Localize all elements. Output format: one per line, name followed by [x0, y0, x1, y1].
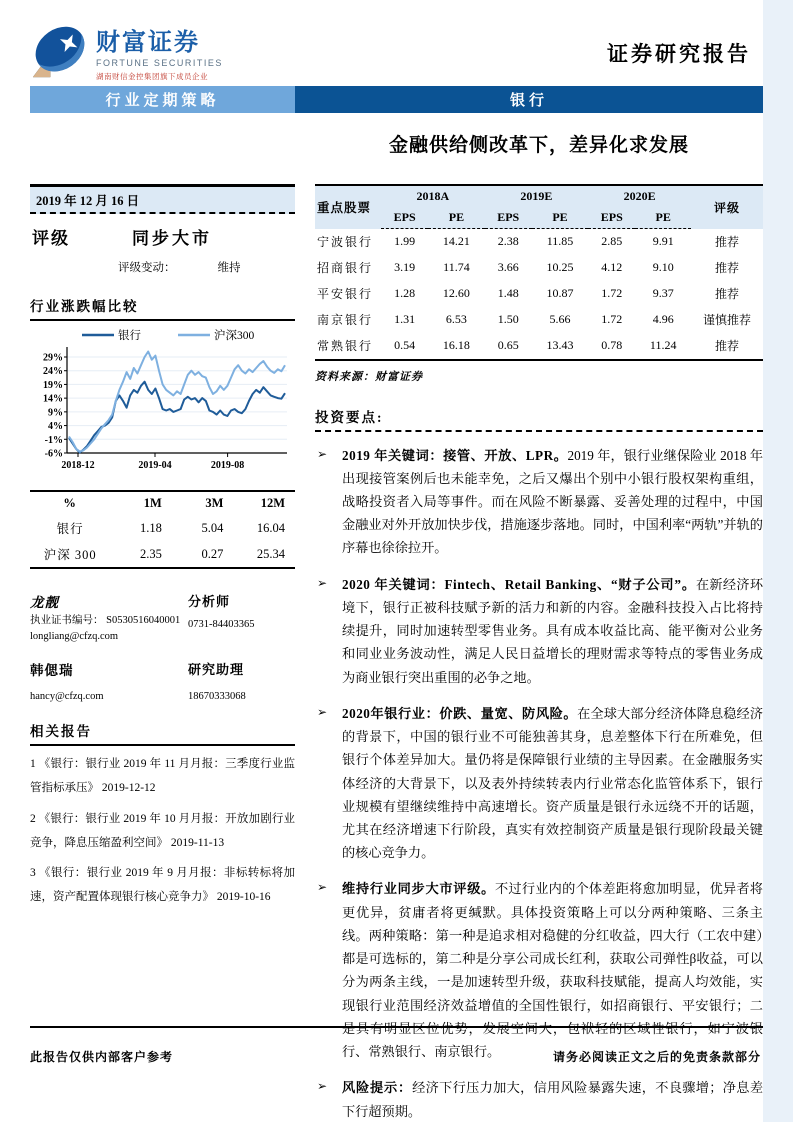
stock-value: 9.91 — [652, 234, 674, 249]
highlight-bullet — [315, 702, 763, 865]
series-line-沪深300 — [69, 352, 285, 452]
footer-divider — [30, 1026, 763, 1028]
bullet-lead: 维持行业同步大市评级。 — [342, 881, 496, 897]
stock-value: 13.43 — [532, 333, 588, 360]
bullet-arrow-icon: ➢ — [317, 575, 328, 590]
pe-sub-header: PE — [428, 207, 484, 229]
bullet-lead: 2020年银行业：价跌、量宽、防风险。 — [342, 705, 578, 721]
assistant-email: hancy@cfzq.com — [30, 690, 104, 702]
stocks-rating-header: 评级 — [713, 200, 740, 215]
assistant-name: 韩偲瑞 — [30, 662, 74, 678]
report-date: 2019 年 12 月 16 日 — [30, 184, 295, 214]
related-reports-list — [30, 752, 295, 909]
bullet-body: 在新经济环境下，银行正被科技赋予新的活力和新的内容。金融科技投入占比将持续提升，同时加速转型零售业务。具有成本收益比高、能平衡对公业务和同业业务波动性，满足人民日益增长的理财需求等特点的零售业务成为商业银行突出重围的必争之地。 — [342, 576, 764, 685]
assistant-role: 研究助理 — [188, 661, 245, 677]
related-report-item: 3 《银行：银行业 2019 年 9 月月报：非标转标将加速，资产配置体现银行核心竞争力》 2019-10-16 — [30, 866, 295, 903]
stock-name: 常熟银行 — [315, 333, 381, 360]
perf-cell: 沪深 300 — [43, 548, 97, 562]
stock-row — [315, 255, 763, 281]
stock-value: 1.72 — [601, 286, 623, 300]
key-stocks-table-body — [315, 229, 763, 360]
highlights-list — [315, 444, 763, 1122]
highlight-bullet — [315, 444, 763, 560]
stock-value: 9.37 — [652, 286, 674, 300]
stock-value: 1.48 — [497, 286, 519, 300]
related-reports-title: 相关报告 — [30, 720, 295, 746]
bullet-arrow-icon: ➢ — [317, 880, 328, 895]
stock-row — [315, 281, 763, 307]
analyst-phone: 0731-84403365 — [188, 619, 255, 630]
y-tick-label: 4% — [48, 421, 63, 433]
brand-name-cn: 财富证券 — [96, 29, 200, 56]
chart-section-title: 行业涨跌幅比较 — [30, 295, 295, 321]
analyst-email: longliang@cfzq.com — [30, 630, 119, 642]
footer-disclaimer-right: 请务必阅读正文之后的免责条款部分 — [552, 1050, 761, 1064]
banner-report-category: 行业定期策略 — [30, 86, 295, 113]
brand-logo — [30, 22, 223, 82]
stock-value: 0.54 — [381, 333, 428, 360]
stock-value: 2.85 — [601, 234, 623, 249]
stock-value: 1.99 — [394, 234, 416, 249]
highlight-bullet — [315, 877, 763, 1063]
perf-cell: 2.35 — [139, 546, 162, 561]
stock-value: 5.66 — [549, 312, 571, 326]
stock-name: 南京银行 — [317, 313, 374, 327]
perf-cell: 16.04 — [256, 520, 285, 535]
rating-value: 同步大市 — [132, 229, 212, 248]
stock-rating: 推荐 — [714, 235, 739, 249]
rating-change-value: 维持 — [217, 262, 241, 274]
brand-name-en: FORTUNE SECURITIES — [96, 58, 223, 68]
analyst-role: 分析师 — [188, 594, 231, 609]
rating-label: 评级 — [32, 229, 70, 248]
stock-value: 4.96 — [652, 312, 674, 326]
rating-change-row — [30, 251, 295, 275]
bullet-body: 不过行业内的个体差距将愈加明显，优异者将更优异，贫庸者将更缄默。具体投资策略上可以分两种策略、三条主线。两种策略：第一种是追求相对稳健的分红收益，四大行（工农中建）都是可选标的，第二种是分享公司成长红利，获取公司弹性β收益，可以分为两条主线，一是加速转型升级，获取科技赋能，提高人均效能，实现银行业范围经济效益增值的全国性银行，如招商银行、平安银行；二是具有明显区位优势，发展空间大，包袱轻的区域性银行，如宁波银行、常熟银行、南京银行。 — [342, 881, 763, 1060]
stock-value: 11.24 — [635, 333, 691, 360]
analysts-block — [30, 583, 295, 704]
banner-industry: 银行 — [295, 86, 763, 113]
stocks-corner-header: 重点股票 — [317, 201, 372, 216]
perf-cell: 5.04 — [201, 520, 224, 535]
stock-value: 4.12 — [601, 260, 623, 274]
eps-sub-header: EPS — [485, 207, 532, 229]
performance-table-header — [30, 491, 295, 515]
bullet-arrow-icon: ➢ — [317, 446, 328, 461]
bullet-lead: 2019 年关键词：接管、开放、LPR。 — [342, 447, 568, 463]
pe-sub-header: PE — [635, 207, 691, 229]
stock-value: 14.21 — [442, 234, 470, 249]
assistant-phone: 18670333068 — [188, 690, 246, 702]
bullet-body: 2019 年，银行业继保险业 2018 年出现接管案例后也未能幸免，之后又爆出个别中小银行股权架构重组，战略投资者入局等事件。而在风险不断暴露、妥善处理的过程中，中国金融业对外开放加快步伐，措施逐步落地。同时，中国利率“两轨”并轨的序幕也徐徐拉开。 — [342, 447, 764, 556]
stock-value: 3.66 — [497, 260, 519, 274]
stock-value: 1.72 — [601, 312, 623, 326]
bullet-lead: 2020 年关键词：Fintech、Retail Banking、“财子公司”。 — [342, 576, 696, 592]
left-sidebar — [30, 184, 295, 909]
stock-value: 3.19 — [394, 260, 416, 274]
y-tick-label: -1% — [44, 434, 63, 446]
table-source-note: 资料来源：财富证券 — [315, 370, 423, 383]
stock-rating: 谨慎推荐 — [702, 313, 751, 327]
y-tick-label: 14% — [43, 393, 63, 405]
category-banner — [30, 86, 763, 113]
pe-sub-header: PE — [532, 207, 588, 229]
rating-change-label: 评级变动： — [118, 262, 176, 274]
stock-value: 0.65 — [485, 333, 532, 360]
page-edge-strip — [763, 0, 793, 1122]
stock-value: 11.85 — [546, 234, 574, 249]
stock-row — [315, 333, 763, 360]
stock-rating: 推荐 — [691, 333, 763, 360]
stock-value: 10.87 — [546, 286, 574, 300]
perf-header-cell: 3M — [205, 496, 224, 510]
perf-row — [30, 541, 295, 568]
report-title: 金融供给侧改革下，差异化求发展 — [388, 135, 689, 156]
bullet-body: 经济下行压力加大，信用风险暴露失速，不良骤增；净息差下行超预期。 — [342, 1080, 764, 1119]
stock-value: 2.38 — [497, 234, 519, 249]
report-type-label: 证券研究报告 — [607, 42, 751, 66]
stock-value: 10.25 — [546, 260, 574, 274]
footer-disclaimer-left: 此报告仅供内部客户参考 — [30, 1050, 174, 1064]
stock-value: 9.10 — [652, 260, 674, 274]
bullet-lead: 风险提示： — [342, 1080, 413, 1096]
eps-sub-header: EPS — [381, 207, 428, 229]
stock-value: 1.31 — [394, 312, 416, 326]
bullet-body: 在全球大部分经济体降息稳经济的背景下，中国的银行业不可能独善其身，息差整体下行在所难免，但银行个体差异加大。量仍将是保障银行业绩的主导因素。在金融服务实体经济的大背景下，以及表外持续转表内行业常态化监管体系下，银行业规模有望继续维持中高速增长。资产质量是银行永远绕不开的话题，尤其在经济增速下行阶段，真实有效控制资产质量是银行现阶段最关键的核心竞争力。 — [342, 705, 764, 861]
perf-header-cell: 1M — [143, 496, 162, 510]
stock-name: 招商银行 — [317, 261, 374, 275]
related-reports-block — [30, 720, 295, 909]
related-report-item: 1 《银行：银行业 2019 年 11 月月报：三季度行业监管指标承压》 2019-12-12 — [30, 758, 295, 795]
stock-value: 6.53 — [445, 312, 467, 326]
related-report-item: 2 《银行：银行业 2019 年 10 月月报：开放加剧行业竞争，降息压缩盈利空间》 2019-11-13 — [30, 812, 295, 849]
highlight-bullet — [315, 573, 763, 689]
stock-value: 16.18 — [428, 333, 484, 360]
stock-name: 平安银行 — [317, 287, 374, 301]
y-tick-label: 29% — [43, 352, 63, 364]
perf-cell: 0.27 — [201, 546, 224, 561]
main-content — [315, 184, 763, 1122]
stock-rating: 推荐 — [714, 287, 739, 301]
y-tick-label: 9% — [48, 407, 63, 419]
rating-row — [30, 214, 295, 251]
x-tick-label: 2018-12 — [61, 460, 95, 471]
x-tick-label: 2019-04 — [138, 460, 172, 471]
perf-header-cell: 12M — [260, 496, 285, 510]
perf-cell: 1.18 — [139, 520, 162, 535]
highlight-bullet — [315, 1076, 763, 1122]
perf-header-cell: % — [63, 496, 77, 510]
key-stocks-table — [315, 184, 763, 361]
stock-row — [315, 307, 763, 333]
performance-table-body — [30, 515, 295, 568]
analyst-cert-number: 执业证书编号： S0530516040001 — [30, 615, 181, 626]
performance-table — [30, 490, 295, 569]
stock-name: 宁波银行 — [317, 235, 374, 249]
industry-chart — [30, 325, 295, 477]
fortune-securities-logo-icon — [30, 22, 88, 80]
legend-label: 银行 — [118, 330, 141, 342]
perf-cell: 25.34 — [256, 546, 285, 561]
stock-value: 1.28 — [394, 286, 416, 300]
year-header-2018a: 2018A — [416, 189, 450, 203]
stock-value: 1.50 — [497, 312, 519, 326]
highlights-title: 投资要点: — [315, 406, 763, 432]
y-tick-label: 24% — [43, 366, 63, 378]
analyst-name: 龙靓 — [30, 595, 59, 610]
stock-value: 12.60 — [442, 286, 470, 300]
eps-sub-header: EPS — [588, 207, 635, 229]
perf-cell: 银行 — [56, 522, 84, 536]
stock-value: 0.78 — [588, 333, 635, 360]
bullet-arrow-icon: ➢ — [317, 1079, 328, 1094]
bullet-arrow-icon: ➢ — [317, 704, 328, 719]
stock-value: 11.74 — [443, 260, 470, 274]
stock-rating: 推荐 — [714, 261, 739, 275]
y-tick-label: -6% — [44, 448, 63, 460]
y-tick-label: 19% — [43, 379, 63, 391]
year-header-2020e: 2020E — [623, 189, 656, 203]
brand-subtitle: 湖南财信金控集团旗下成员企业 — [96, 72, 208, 81]
legend-label: 沪深300 — [214, 330, 255, 342]
year-header-2019e: 2019E — [520, 189, 553, 203]
perf-row — [30, 515, 295, 541]
x-tick-label: 2019-08 — [210, 460, 245, 471]
stock-row — [315, 229, 763, 255]
